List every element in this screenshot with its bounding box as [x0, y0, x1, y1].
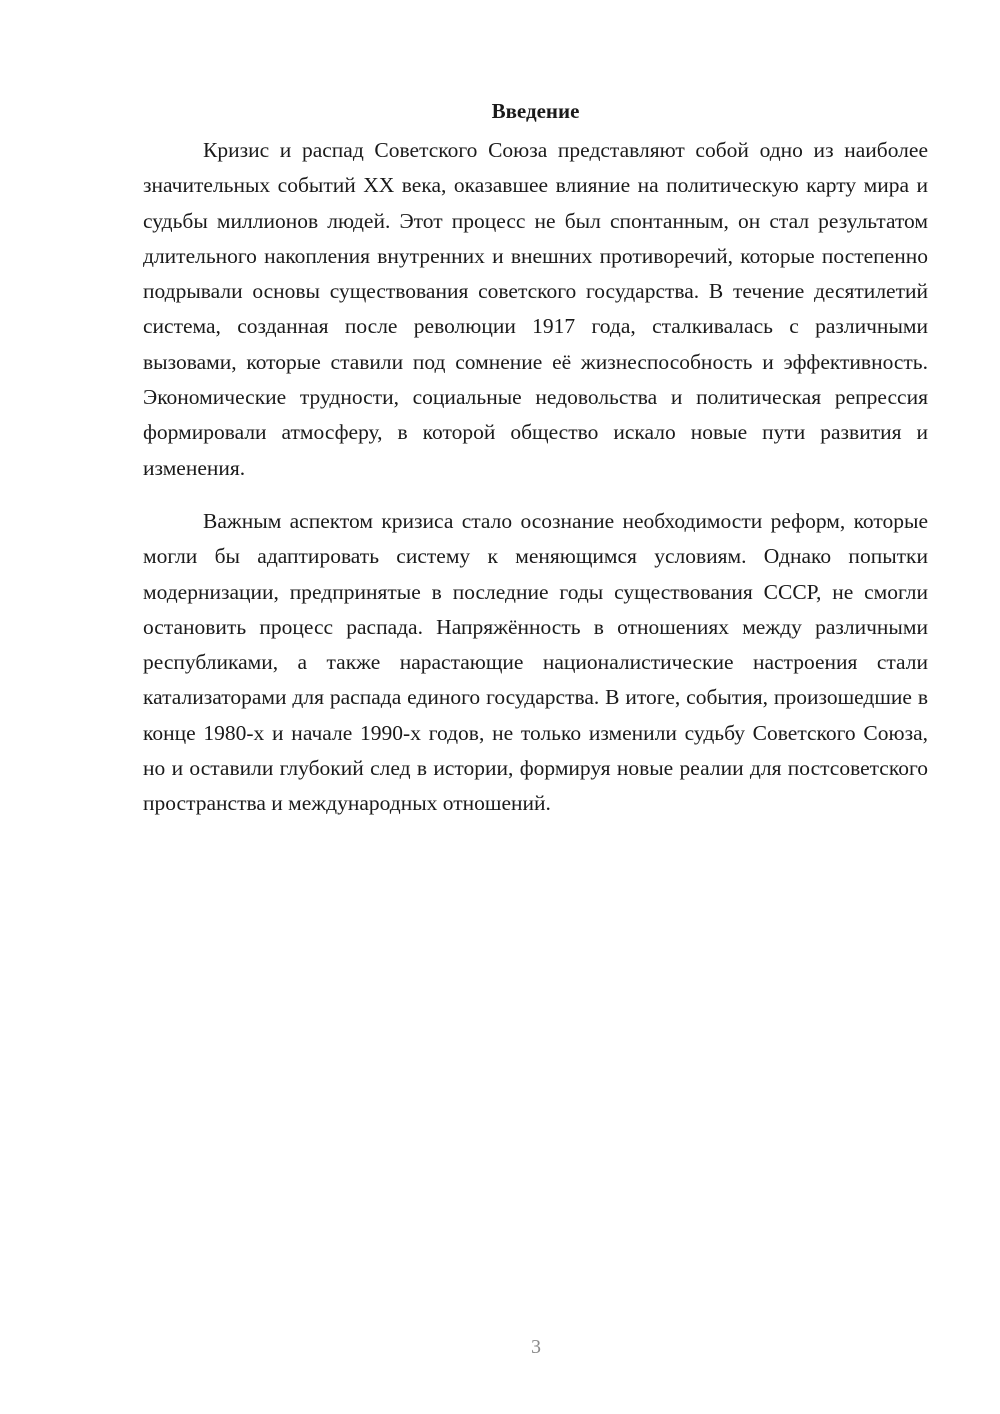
page-content — [143, 96, 928, 822]
page-number: 3 — [531, 1336, 541, 1358]
paragraph-1: Кризис и распад Советского Союза представляют собой одно из наиболее значительных событий XX века, оказавшее влияние на политическую карту мира и судьбы миллионов людей. Этот процесс не был спонтанным, он стал результатом длительного накопления внутренних и внешних противоречий, которые постепенно подрывали основы существования советского государства. В течение десятилетий система, созданная после революции 1917 года, сталкивалась с различными вызовами, которые ставили под сомнение её жизнеспособность и эффективность. Экономические трудности, социальные недовольства и политическая репрессия формировали атмосферу, в которой общество искало новые пути развития и изменения. — [143, 138, 928, 480]
paragraph-2: Важным аспектом кризиса стало осознание необходимости реформ, которые могли бы адаптировать систему к меняющимся условиям. Однако попытки модернизации, предпринятые в последние годы существования СССР, не смогли остановить процесс распада. Напряжённость в отношениях между различными республиками, а также нарастающие националистические настроения стали катализаторами для распада единого государства. В итоге, события, произошедшие в конце 1980-х и начале 1990-х годов, не только изменили судьбу Советского Союза, но и оставили глубокий след в истории, формируя новые реалии для постсоветского пространства и международных отношений. — [143, 508, 928, 816]
section-heading: Введение — [491, 99, 580, 123]
